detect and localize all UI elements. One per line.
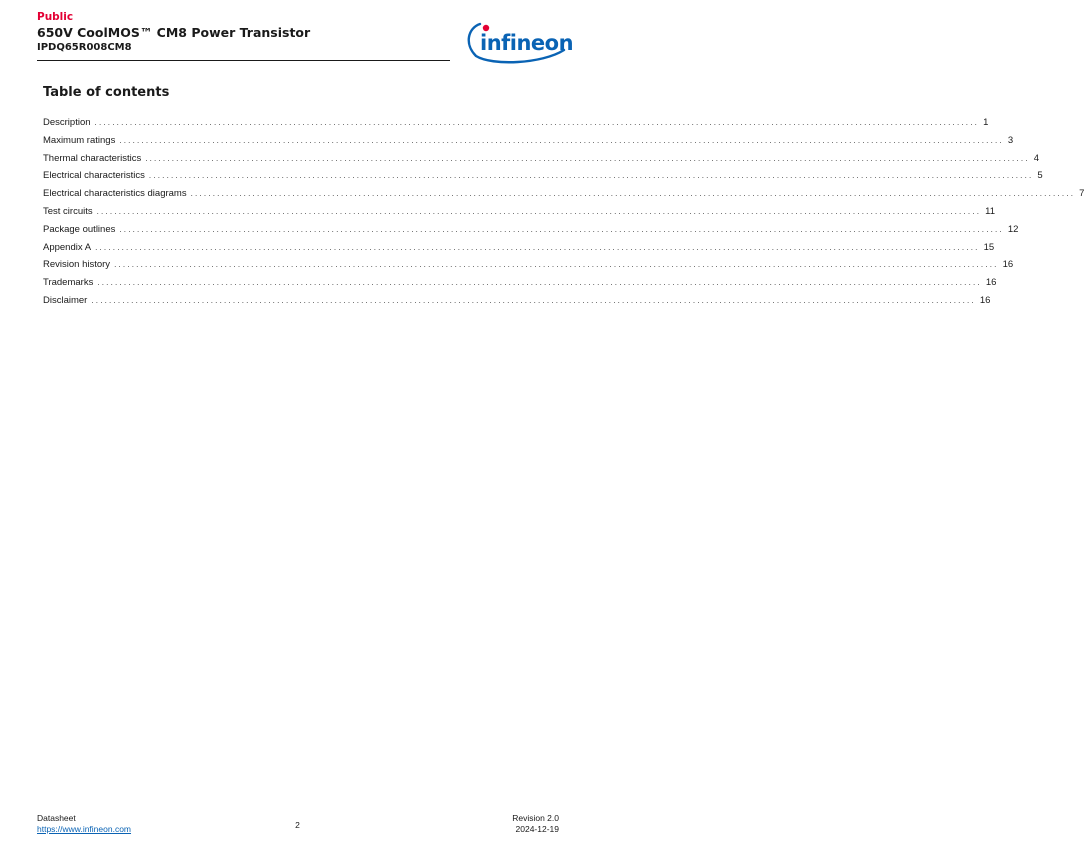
header-divider [37, 60, 450, 61]
toc-entry[interactable] [43, 294, 991, 313]
document-title: 650V CoolMOS™ CM8 Power Transistor [37, 25, 311, 40]
footer-right [512, 813, 559, 834]
toc-entry-label: Electrical characteristics diagrams [43, 188, 187, 200]
footer-page-number: 2 [295, 820, 300, 830]
toc-leader-dots: ........................................................................................................................................................................................................ [94, 118, 980, 127]
logo-wordmark: infineon [480, 31, 574, 55]
toc-entry-page: 16 [985, 277, 997, 289]
toc-entry[interactable] [43, 117, 989, 135]
toc-entry[interactable] [43, 259, 1014, 277]
toc-entry[interactable] [43, 188, 1084, 206]
toc-entry-page: 5 [1037, 170, 1043, 182]
toc-entry[interactable] [43, 277, 997, 295]
toc-entry-page: 7 [1079, 188, 1084, 200]
toc-leader-dots: ........................................................................................................................................................................................................ [119, 224, 1004, 234]
toc-entry-label: Maximum ratings [43, 134, 116, 146]
toc-entry[interactable] [43, 170, 1043, 188]
toc-entry-page: 11 [985, 205, 996, 217]
part-number: IPDQ65R008CM8 [37, 42, 132, 53]
toc-entry-label: Revision history [43, 259, 111, 271]
footer-url-link[interactable]: https://www.infineon.com [37, 823, 132, 834]
footer-date: 2024-12-19 [515, 823, 559, 834]
toc-entry[interactable] [43, 205, 996, 224]
document-header [37, 10, 451, 55]
toc-leader-dots: ........................................................................................................................................................................................................ [119, 135, 1004, 145]
classification-label: Public [37, 11, 74, 23]
toc-entry-page: 16 [1002, 259, 1014, 271]
toc-entry[interactable] [43, 134, 1014, 153]
toc-leader-dots: ........................................................................................................................................................................................................ [145, 153, 1030, 163]
toc-entry[interactable] [43, 223, 1019, 242]
toc-entry-label: Electrical characteristics [43, 170, 145, 182]
toc-entry-label: Thermal characteristics [43, 152, 142, 164]
toc-leader-dots: ........................................................................................................................................................................................................ [96, 206, 982, 216]
toc-entry-label: Disclaimer [43, 294, 88, 306]
toc-leader-dots: ........................................................................................................................................................................................................ [91, 295, 976, 305]
toc-entry-page: 12 [1007, 223, 1019, 235]
toc-entry-label: Trademarks [43, 277, 94, 289]
toc-entry-page: 3 [1007, 134, 1014, 146]
footer-doc-type: Datasheet [37, 813, 76, 823]
toc-leader-dots: ........................................................................................................................................................................................................ [190, 189, 1076, 199]
toc-leader-dots: ........................................................................................................................................................................................................ [95, 242, 980, 252]
toc-leader-dots: ........................................................................................................................................................................................................ [148, 171, 1034, 181]
toc-entry[interactable] [43, 241, 995, 260]
toc-entry-page: 15 [983, 241, 995, 253]
toc-entry-page: 4 [1033, 152, 1040, 164]
toc-entry-page: 1 [983, 117, 989, 128]
toc-leader-dots: ........................................................................................................................................................................................................ [97, 278, 982, 288]
toc-entry-label: Appendix A [43, 241, 92, 253]
footer-revision: Revision 2.0 [512, 813, 559, 823]
toc-entry-label: Package outlines [43, 223, 116, 235]
toc-heading: Table of contents [43, 85, 170, 100]
toc-entry-page: 16 [979, 294, 991, 306]
toc-entry-label: Test circuits [43, 205, 93, 217]
toc-entry[interactable] [43, 152, 1040, 171]
toc-leader-dots: ........................................................................................................................................................................................................ [114, 260, 999, 270]
table-of-contents [43, 117, 1084, 313]
toc-entry-label: Description [43, 117, 91, 128]
infineon-logo [462, 16, 576, 62]
